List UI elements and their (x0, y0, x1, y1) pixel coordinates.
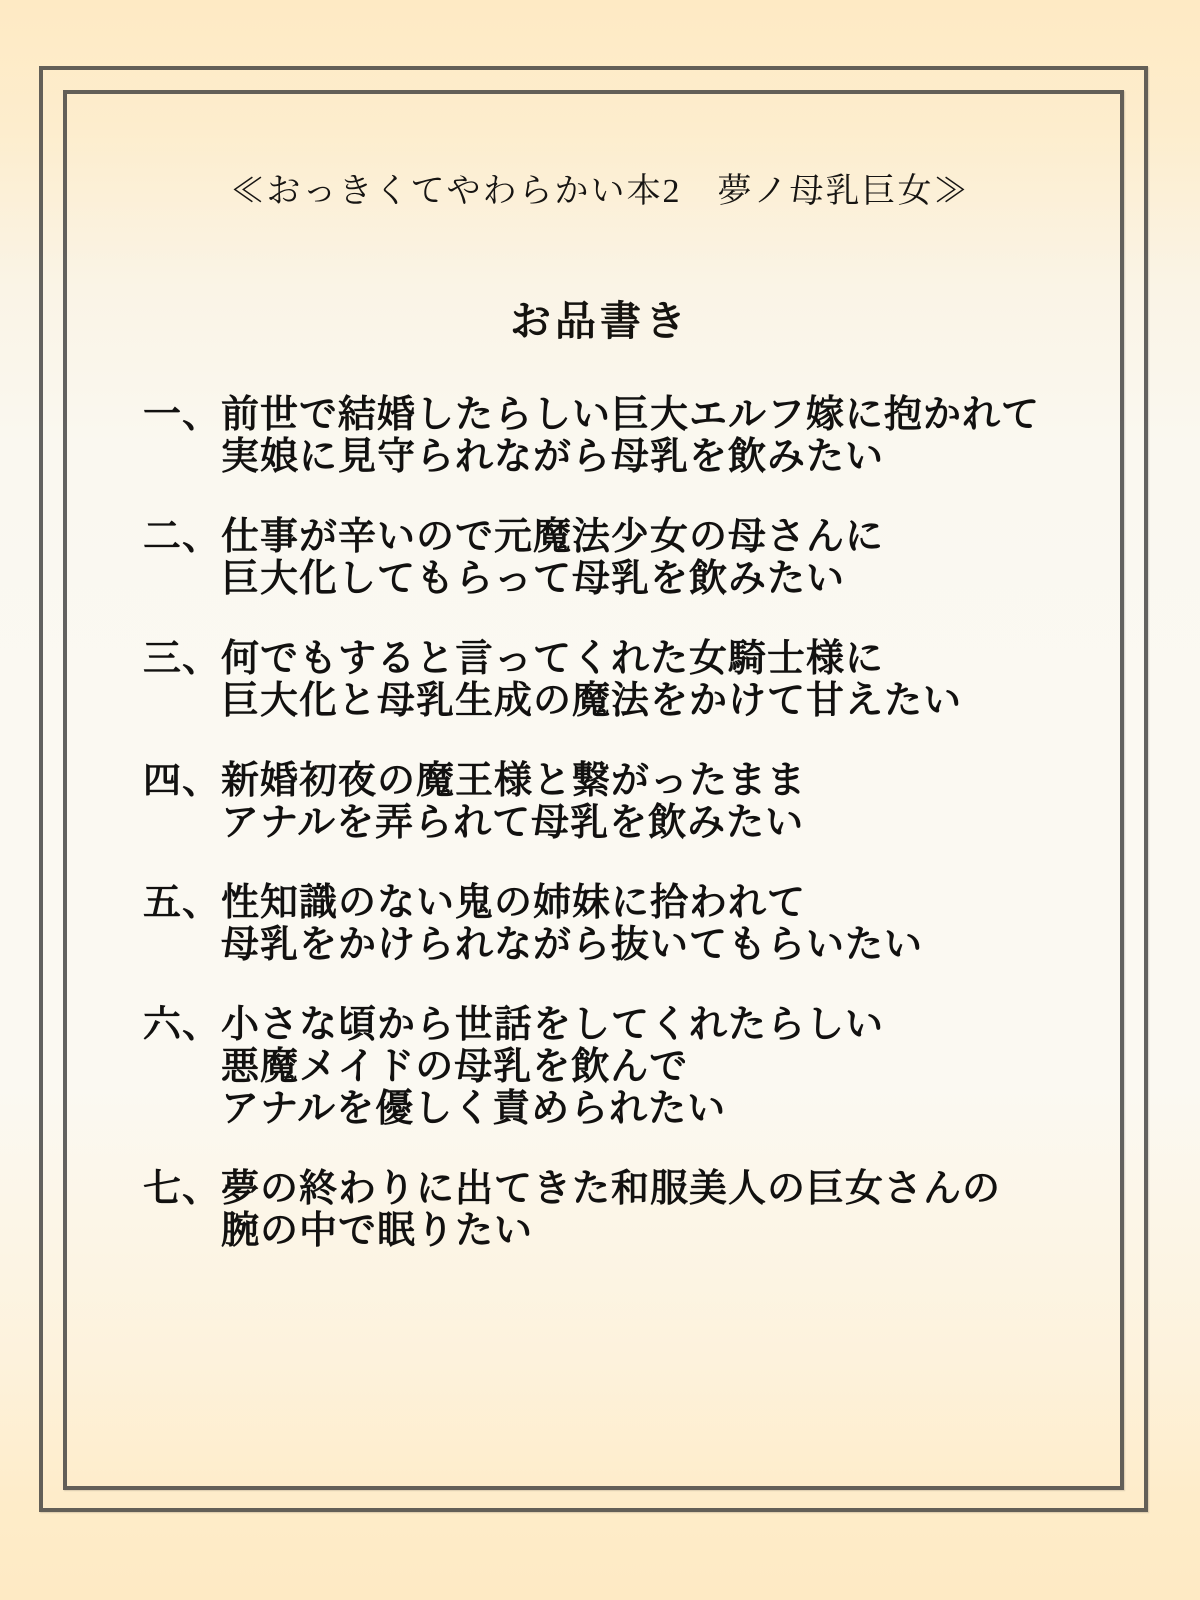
book-title: ≪おっきくてやわらかい本2 夢ノ母乳巨女≫ (230, 173, 970, 210)
item-number: 一、 (143, 394, 222, 436)
item-line: アナルを優しく責められたい (221, 1088, 727, 1130)
item-number: 四、 (143, 760, 222, 802)
item-line: 新婚初夜の魔王様と繋がったまま (221, 760, 807, 802)
item-line: 前世で結婚したらしい巨大エルフ嫁に抱かれて (221, 394, 1041, 436)
item-line: 腕の中で眠りたい (221, 1210, 534, 1252)
item-lines (221, 516, 1110, 600)
item-number: 五、 (143, 882, 222, 924)
item-number: 三、 (143, 638, 222, 680)
item-line: 小さな頃から世話をしてくれたらしい (221, 1004, 885, 1046)
item-line: 何でもすると言ってくれた女騎士様に (221, 638, 885, 680)
menu-item (143, 1168, 1110, 1252)
item-line: 悪魔メイドの母乳を飲んで (221, 1046, 689, 1088)
item-line: 仕事が辛いので元魔法少女の母さんに (221, 516, 885, 558)
item-line: 夢の終わりに出てきた和服美人の巨女さんの (221, 1168, 1002, 1210)
item-lines (221, 1004, 1110, 1130)
item-line: 母乳をかけられながら抜いてもらいたい (221, 924, 924, 966)
item-line: 巨大化してもらって母乳を飲みたい (221, 558, 846, 600)
item-line: アナルを弄られて母乳を飲みたい (221, 802, 805, 844)
menu-item (143, 516, 1110, 600)
menu-list (143, 394, 1110, 1290)
item-line: 性知識のない鬼の姉妹に拾われて (221, 882, 807, 924)
item-line: 巨大化と母乳生成の魔法をかけて甘えたい (221, 680, 963, 722)
menu-item (143, 882, 1110, 966)
menu-item (143, 760, 1110, 844)
item-line: 実娘に見守られながら母乳を飲みたい (221, 436, 885, 478)
menu-item (143, 1004, 1110, 1130)
item-number: 六、 (143, 1004, 222, 1046)
item-lines (221, 1168, 1110, 1252)
item-lines (221, 638, 1110, 722)
item-number: 七、 (143, 1168, 222, 1210)
menu-item (143, 394, 1110, 478)
menu-heading: お品書き (510, 298, 690, 344)
item-lines (221, 760, 1110, 844)
item-number: 二、 (143, 516, 222, 558)
item-lines (221, 394, 1110, 478)
menu-item (143, 638, 1110, 722)
item-lines (221, 882, 1110, 966)
